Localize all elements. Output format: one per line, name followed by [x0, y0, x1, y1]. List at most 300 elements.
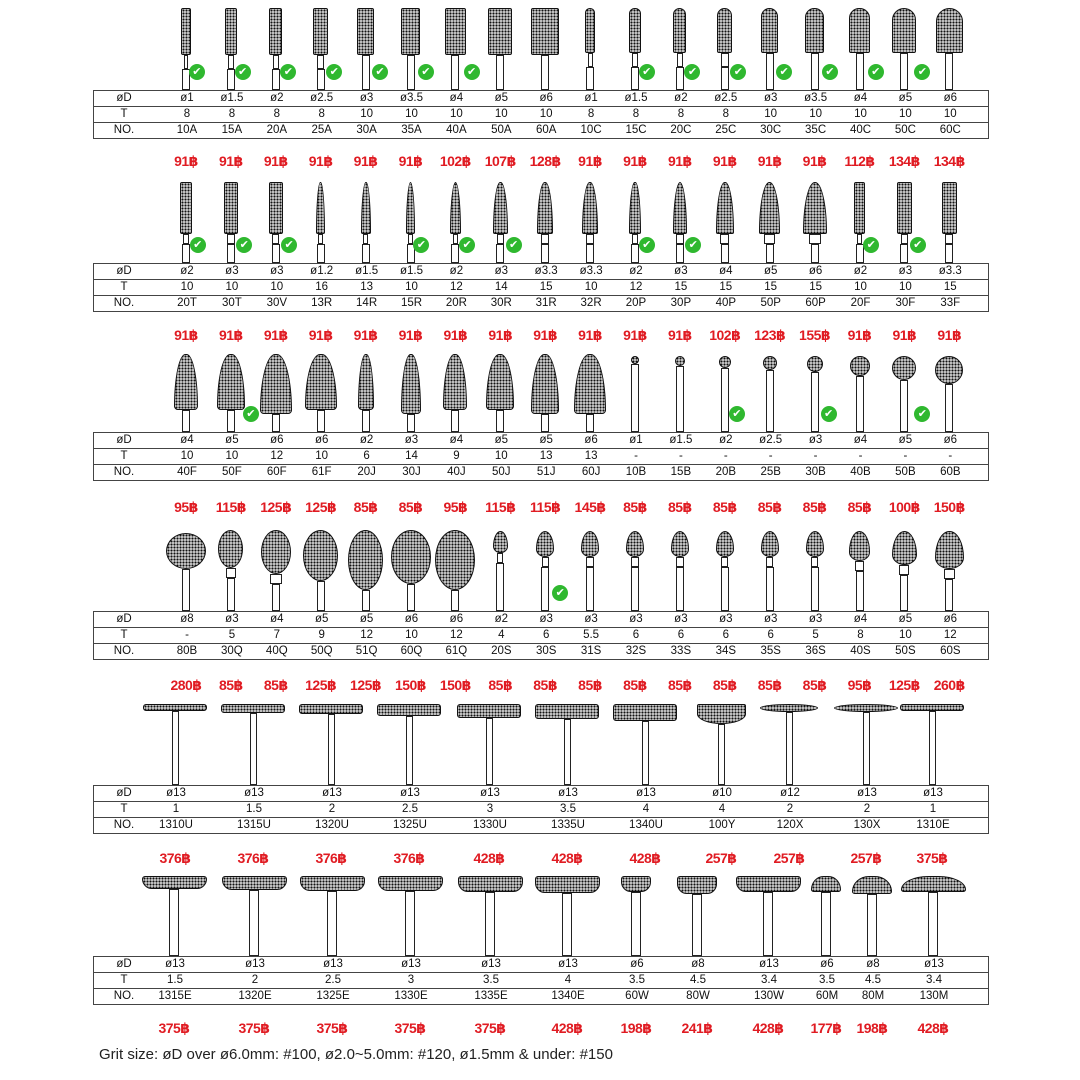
- bur-head: [626, 531, 644, 557]
- spec-cell: 30P: [670, 297, 692, 309]
- price-label: 241฿: [681, 1020, 713, 1036]
- spec-cell: 8: [183, 108, 191, 120]
- bur-head: [629, 182, 640, 234]
- bur-head: [854, 182, 865, 234]
- price-label: 85฿: [533, 677, 558, 693]
- price-label: 145฿: [574, 499, 606, 515]
- spec-cell: ø2.5: [310, 92, 334, 104]
- price-label: 102฿: [439, 153, 471, 169]
- spec-cell: 25A: [311, 124, 332, 136]
- row-label: NO.: [113, 990, 135, 1002]
- spec-cell: 100Y: [708, 819, 736, 831]
- row-label: NO.: [113, 297, 135, 309]
- bur-head: [760, 704, 819, 712]
- catalog-block-flame: [0, 350, 1080, 516]
- spec-cell: ø3: [898, 265, 913, 277]
- price-label: 85฿: [623, 499, 647, 515]
- price-label: 376฿: [159, 850, 191, 866]
- spec-cell: 5: [228, 629, 236, 641]
- spec-row-diameter: [94, 612, 988, 628]
- row-label: øD: [116, 613, 132, 625]
- spec-cell: ø13: [165, 958, 185, 970]
- bur-head: [181, 8, 191, 55]
- spec-cell: ø2: [853, 265, 868, 277]
- price-label: 91฿: [443, 327, 468, 343]
- check-icon: ✔: [729, 406, 745, 422]
- spec-cell: ø13: [323, 958, 343, 970]
- spec-cell: 30T: [221, 297, 242, 309]
- check-icon: ✔: [684, 64, 700, 80]
- spec-cell: ø1.5: [399, 265, 423, 277]
- spec-cell: 10B: [625, 466, 647, 478]
- check-icon: ✔: [235, 64, 251, 80]
- bur-head: [401, 354, 421, 414]
- spec-cell: ø8: [866, 958, 880, 970]
- spec-cell: 15: [719, 281, 733, 293]
- bur-head: [582, 182, 598, 234]
- spec-cell: 35A: [401, 124, 422, 136]
- spec-cell: ø6: [943, 434, 957, 446]
- spec-cell: 8: [587, 108, 595, 120]
- check-icon: ✔: [639, 237, 655, 253]
- bur-head: [852, 876, 892, 894]
- price-label: 85฿: [488, 677, 513, 693]
- bur-head: [445, 8, 465, 55]
- bur-head: [763, 356, 777, 370]
- price-label: 95฿: [847, 677, 872, 693]
- spec-cell: -: [903, 450, 908, 462]
- spec-cell: 15R: [400, 297, 423, 309]
- spec-cell: 50C: [894, 124, 916, 136]
- bur-head: [677, 876, 717, 894]
- spec-cell: 60M: [815, 990, 839, 1002]
- row-label: NO.: [113, 466, 135, 478]
- spec-cell: 10: [180, 281, 194, 293]
- spec-cell: 6: [363, 450, 370, 462]
- price-label: 177฿: [810, 1020, 842, 1036]
- bur-head: [716, 531, 734, 557]
- spec-cell: 60A: [535, 124, 557, 136]
- spec-table: [93, 956, 989, 1005]
- bur-head: [673, 8, 686, 53]
- spec-cell: 40J: [447, 466, 466, 478]
- price-label: 91฿: [218, 327, 243, 343]
- price-label: 107฿: [484, 153, 516, 169]
- spec-cell: 61F: [311, 466, 332, 478]
- grit-size-footnote: Grit size: øD over ø6.0mm: #100, ø2.0~5.0mm: #120, ø1.5mm & under: #150: [99, 1046, 613, 1063]
- bur-head: [391, 530, 431, 584]
- spec-cell: 2: [328, 803, 336, 815]
- spec-cell: 9: [453, 450, 460, 462]
- spec-cell: 35S: [760, 645, 781, 657]
- spec-cell: ø5: [898, 613, 913, 625]
- spec-cell: 15B: [670, 466, 692, 478]
- spec-cell: 14: [405, 450, 418, 462]
- spec-cell: ø4: [270, 613, 284, 625]
- spec-cell: 13: [360, 281, 373, 293]
- price-label: 428฿: [752, 1020, 784, 1036]
- catalog-block-wheel: [0, 872, 1080, 1037]
- bur-head: [493, 531, 508, 553]
- row-label: øD: [116, 92, 132, 104]
- spec-cell: 15: [674, 281, 688, 293]
- check-icon: ✔: [189, 64, 205, 80]
- bur-head: [222, 876, 287, 890]
- spec-cell: 50A: [491, 124, 512, 136]
- spec-cell: 8: [722, 108, 729, 120]
- price-label: 91฿: [174, 327, 198, 343]
- price-label: 376฿: [315, 850, 347, 866]
- spec-cell: 1: [929, 803, 937, 815]
- price-label: 112฿: [844, 153, 875, 169]
- spec-cell: 10C: [580, 124, 602, 136]
- bur-head: [486, 354, 514, 410]
- price-label: 91฿: [802, 153, 827, 169]
- check-icon: ✔: [280, 64, 296, 80]
- bur-head: [761, 8, 778, 53]
- spec-cell: ø8: [180, 613, 194, 625]
- row-label: T: [120, 281, 128, 293]
- row-label: T: [120, 450, 128, 462]
- spec-cell: 8: [228, 108, 236, 120]
- spec-cell: ø2: [629, 265, 643, 277]
- spec-cell: ø3: [674, 265, 688, 277]
- row-label: T: [120, 803, 128, 815]
- spec-cell: 20J: [357, 466, 376, 478]
- spec-cell: 10: [854, 281, 867, 293]
- bur-head: [401, 8, 420, 55]
- price-label: 257฿: [705, 850, 737, 866]
- bur-head: [892, 531, 917, 565]
- spec-cell: ø3.5: [804, 92, 828, 104]
- price-label: 150฿: [439, 677, 471, 693]
- spec-cell: 10: [539, 108, 553, 120]
- spec-cell: ø13: [636, 787, 656, 799]
- bur-head: [892, 356, 916, 380]
- spec-cell: 4.5: [865, 974, 881, 986]
- spec-cell: 12: [943, 629, 957, 641]
- spec-cell: ø1.5: [669, 434, 693, 446]
- bur-head: [300, 876, 365, 891]
- price-label: 428฿: [551, 850, 583, 866]
- spec-cell: 12: [449, 281, 463, 293]
- check-icon: ✔: [776, 64, 792, 80]
- spec-cell: ø2.5: [759, 434, 783, 446]
- row-label: øD: [116, 958, 132, 970]
- price-label: 134฿: [888, 153, 920, 169]
- spec-cell: 10: [315, 450, 329, 462]
- price-label: 376฿: [237, 850, 269, 866]
- bur-head: [621, 876, 651, 892]
- spec-row-number: [94, 644, 988, 660]
- tool-illustrations: [0, 178, 1080, 263]
- spec-cell: 1330U: [473, 819, 507, 831]
- spec-cell: 40A: [446, 124, 467, 136]
- bur-head: [406, 182, 416, 234]
- spec-cell: ø12: [780, 787, 800, 799]
- spec-cell: ø3.3: [579, 265, 603, 277]
- spec-cell: ø3: [763, 613, 778, 625]
- spec-cell: 7: [273, 629, 280, 641]
- bur-head: [377, 704, 441, 716]
- spec-cell: ø6: [539, 92, 553, 104]
- spec-cell: 1: [172, 803, 180, 815]
- spec-cell: -: [634, 450, 638, 462]
- price-label: 85฿: [398, 499, 423, 515]
- price-label: 85฿: [757, 677, 782, 693]
- spec-cell: ø13: [481, 958, 501, 970]
- spec-cell: 8: [857, 629, 864, 641]
- bur-head: [892, 8, 916, 53]
- spec-cell: ø6: [314, 434, 329, 446]
- spec-cell: ø5: [314, 613, 329, 625]
- bur-head: [535, 876, 600, 893]
- spec-cell: 4: [498, 629, 505, 641]
- spec-row-diameter: [94, 433, 988, 449]
- spec-cell: ø1.5: [220, 92, 244, 104]
- spec-cell: ø4: [853, 613, 868, 625]
- check-icon: ✔: [190, 237, 206, 253]
- spec-cell: 32R: [580, 297, 602, 309]
- price-label: 125฿: [350, 677, 382, 693]
- spec-cell: ø13: [759, 958, 779, 970]
- spec-row-thickness: [94, 107, 988, 123]
- spec-table: [93, 263, 989, 312]
- spec-cell: ø2: [180, 265, 194, 277]
- spec-cell: 15: [943, 281, 957, 293]
- price-label: 91฿: [623, 153, 647, 169]
- spec-cell: 4: [564, 974, 572, 986]
- spec-cell: ø3: [719, 613, 733, 625]
- spec-cell: ø3.5: [399, 92, 423, 104]
- price-row: [0, 152, 1080, 170]
- spec-cell: 20C: [670, 124, 692, 136]
- spec-cell: 15: [809, 281, 822, 293]
- spec-cell: 12: [449, 629, 463, 641]
- bur-head: [936, 8, 964, 53]
- spec-cell: ø1.2: [310, 265, 334, 277]
- spec-cell: 60Q: [400, 645, 423, 657]
- spec-cell: ø3: [494, 265, 508, 277]
- spec-cell: ø4: [853, 434, 868, 446]
- spec-row-diameter: [94, 957, 988, 973]
- price-label: 85฿: [667, 499, 692, 515]
- spec-cell: ø1: [584, 92, 598, 104]
- bur-head: [537, 182, 553, 234]
- spec-cell: ø6: [943, 613, 957, 625]
- spec-cell: 50Q: [310, 645, 333, 657]
- spec-cell: -: [678, 450, 683, 462]
- bur-head: [361, 182, 371, 234]
- spec-cell: ø5: [763, 265, 778, 277]
- spec-cell: ø4: [180, 434, 194, 446]
- price-label: 91฿: [623, 327, 647, 343]
- spec-cell: 1335E: [474, 990, 508, 1002]
- bur-head: [488, 8, 512, 55]
- price-label: 150฿: [394, 677, 427, 693]
- bur-head: [174, 354, 198, 410]
- spec-cell: 10: [494, 450, 508, 462]
- spec-cell: 10: [898, 281, 912, 293]
- bur-head: [671, 531, 689, 557]
- bur-head: [166, 533, 206, 569]
- check-icon: ✔: [685, 237, 701, 253]
- spec-cell: ø3: [270, 265, 284, 277]
- bur-head: [269, 8, 282, 55]
- spec-cell: 40F: [177, 466, 197, 478]
- price-label: 91฿: [712, 153, 737, 169]
- spec-cell: ø6: [270, 434, 284, 446]
- spec-cell: 36S: [805, 645, 826, 657]
- spec-row-thickness: [94, 449, 988, 465]
- bur-head: [142, 876, 207, 889]
- tool-illustrations: [0, 872, 1080, 956]
- price-label: 125฿: [888, 677, 920, 693]
- spec-cell: ø3: [808, 613, 823, 625]
- price-label: 115฿: [485, 499, 516, 515]
- spec-cell: -: [768, 450, 773, 462]
- price-label: 85฿: [667, 677, 692, 693]
- spec-cell: 12: [270, 450, 284, 462]
- spec-cell: 5: [812, 629, 819, 641]
- bur-head: [811, 876, 841, 892]
- price-label: 428฿: [551, 1020, 583, 1036]
- spec-cell: 10: [225, 281, 239, 293]
- price-label: 91฿: [263, 153, 288, 169]
- bur-head: [305, 354, 337, 410]
- spec-cell: 10: [943, 108, 957, 120]
- spec-cell: 30S: [535, 645, 557, 657]
- bur-head: [535, 704, 599, 719]
- spec-cell: 1325U: [393, 819, 427, 831]
- spec-cell: 30B: [805, 466, 826, 478]
- check-icon: ✔: [910, 237, 926, 253]
- tool-illustrations: [0, 527, 1080, 611]
- bur-head: [935, 531, 963, 569]
- spec-cell: ø1: [629, 434, 643, 446]
- spec-row-number: [94, 989, 988, 1005]
- spec-cell: 40Q: [265, 645, 288, 657]
- price-label: 115฿: [530, 499, 561, 515]
- bur-head: [260, 354, 292, 414]
- spec-cell: ø3: [808, 434, 823, 446]
- price-label: 85฿: [757, 499, 782, 515]
- spec-cell: 130M: [919, 990, 949, 1002]
- bur-head: [348, 530, 383, 590]
- price-label: 375฿: [916, 850, 948, 866]
- spec-cell: 4: [718, 803, 726, 815]
- spec-cell: 31R: [535, 297, 557, 309]
- spec-row-number: [94, 123, 988, 139]
- bur-head: [673, 182, 688, 234]
- spec-cell: 6: [722, 629, 729, 641]
- spec-cell: 1320U: [315, 819, 349, 831]
- spec-cell: ø5: [898, 434, 913, 446]
- bur-head: [761, 531, 779, 557]
- price-label: 91฿: [667, 327, 692, 343]
- bur-head: [719, 356, 731, 368]
- bur-head: [435, 530, 475, 590]
- spec-cell: 30Q: [221, 645, 243, 657]
- spec-cell: 3.5: [560, 803, 576, 815]
- check-icon: ✔: [821, 406, 837, 422]
- price-label: 85฿: [263, 677, 288, 693]
- spec-cell: 15: [539, 281, 553, 293]
- spec-cell: 33F: [940, 297, 961, 309]
- bur-head: [457, 704, 521, 718]
- spec-cell: 20T: [177, 297, 197, 309]
- price-label: 91฿: [353, 327, 378, 343]
- spec-cell: 40P: [715, 297, 737, 309]
- price-label: 85฿: [578, 677, 602, 693]
- row-label: NO.: [113, 645, 135, 657]
- spec-cell: 10: [494, 108, 508, 120]
- bur-head: [299, 704, 363, 714]
- spec-table: [93, 611, 989, 660]
- spec-cell: 2: [863, 803, 871, 815]
- spec-row-thickness: [94, 973, 988, 989]
- spec-cell: ø5: [898, 92, 913, 104]
- tool-illustrations: [0, 350, 1080, 432]
- spec-cell: 2.5: [402, 803, 418, 815]
- spec-cell: 10: [764, 108, 778, 120]
- price-label: 280฿: [170, 677, 202, 693]
- bur-head: [806, 531, 824, 557]
- spec-cell: 20P: [625, 297, 647, 309]
- bur-head: [631, 356, 639, 364]
- row-label: øD: [116, 434, 132, 446]
- price-label: 85฿: [712, 677, 737, 693]
- bur-head: [581, 531, 599, 557]
- spec-row-diameter: [94, 91, 988, 107]
- bur-head: [217, 354, 245, 410]
- spec-cell: ø13: [400, 787, 420, 799]
- bur-head: [942, 182, 958, 234]
- spec-cell: ø3: [674, 613, 688, 625]
- price-label: 91฿: [757, 153, 782, 169]
- spec-cell: ø4: [449, 92, 464, 104]
- price-label: 91฿: [174, 153, 198, 169]
- spec-row-diameter: [94, 264, 988, 280]
- spec-cell: 1315U: [237, 819, 271, 831]
- price-label: 91฿: [578, 327, 602, 343]
- spec-cell: ø3.3: [938, 265, 962, 277]
- spec-cell: 30J: [402, 466, 421, 478]
- bur-head: [807, 356, 823, 372]
- price-label: 91฿: [937, 327, 962, 343]
- tool-illustrations: [0, 700, 1080, 785]
- spec-cell: ø5: [225, 434, 239, 446]
- price-label: 91฿: [533, 327, 558, 343]
- catalog-block-taper: [0, 178, 1080, 344]
- bur-head: [458, 876, 523, 892]
- spec-cell: ø2: [359, 434, 374, 446]
- spec-cell: 6: [677, 629, 685, 641]
- spec-cell: 10: [405, 629, 418, 641]
- check-icon: ✔: [372, 64, 388, 80]
- spec-cell: 25C: [715, 124, 737, 136]
- spec-cell: 8: [318, 108, 325, 120]
- spec-cell: 2.5: [325, 974, 341, 986]
- spec-cell: 6: [542, 629, 550, 641]
- check-icon: ✔: [914, 64, 930, 80]
- spec-cell: 10: [584, 281, 598, 293]
- spec-cell: 1310E: [916, 819, 950, 831]
- bur-head: [897, 182, 912, 234]
- catalog-block-disc: [0, 700, 1080, 867]
- bur-head: [493, 182, 508, 234]
- spec-cell: 60P: [805, 297, 826, 309]
